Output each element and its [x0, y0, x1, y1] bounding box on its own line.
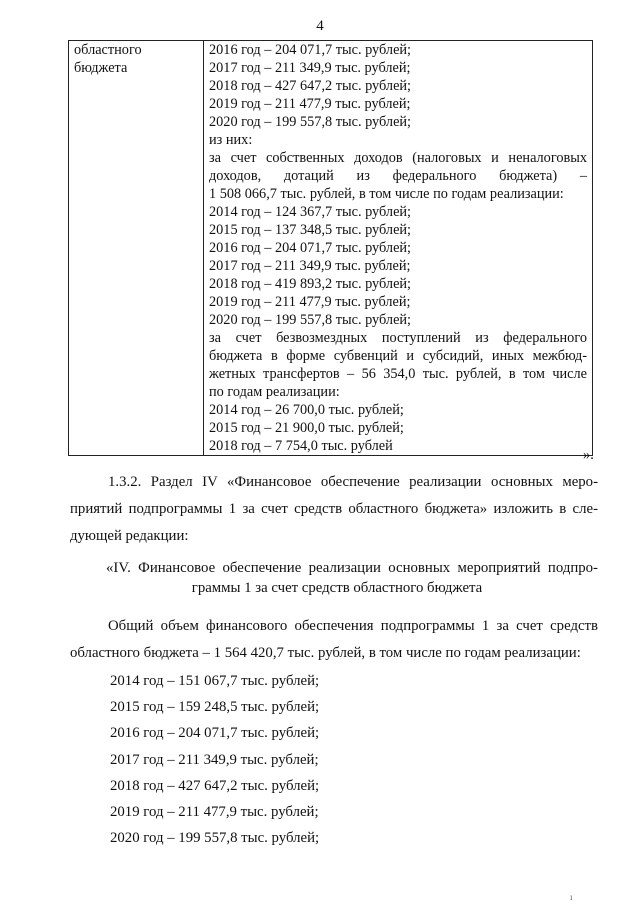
list-item: 2020 год – 199 557,8 тыс. рублей; [110, 830, 320, 847]
closing-quote: ». [583, 447, 594, 463]
total-line: областного бюджета – 1 564 420,7 тыс. рублей, в том числе по годам реализации: [70, 645, 581, 661]
table-label-cell [69, 41, 204, 456]
value-line: из них: [209, 132, 253, 148]
own-income-year: 2014 год – 124 367,7 тыс. рублей; [209, 204, 412, 220]
list-item: 2019 год – 211 477,9 тыс. рублей; [110, 803, 319, 820]
federal-text: жетных трансфертов – 56 354,0 тыс. рублей, в том числе [209, 366, 587, 382]
own-income-text: 1 508 066,7 тыс. рублей, в том числе по годам реализации: [209, 186, 564, 202]
federal-text: бюджета в форме субвенций и субсидий, иных межбюд- [209, 348, 587, 364]
heading-line: граммы 1 за счет средств областного бюджета [191, 580, 483, 596]
page-number: 4 [316, 18, 324, 34]
value-line: 2018 год – 427 647,2 тыс. рублей; [209, 78, 412, 94]
own-income-year: 2015 год – 137 348,5 тыс. рублей; [209, 222, 412, 238]
section-paragraph [70, 469, 598, 550]
federal-year: 2014 год – 26 700,0 тыс. рублей; [209, 402, 404, 418]
federal-year: 2015 год – 21 900,0 тыс. рублей; [209, 420, 404, 436]
list-item: 2015 год – 159 248,5 тыс. рублей; [110, 699, 320, 716]
federal-year: 2018 год – 7 754,0 тыс. рублей [209, 438, 393, 454]
value-line: 2019 год – 211 477,9 тыс. рублей; [209, 96, 411, 112]
own-income-year: 2019 год – 211 477,9 тыс. рублей; [209, 294, 411, 310]
list-item: 2016 год – 204 071,7 тыс. рублей; [110, 725, 320, 742]
own-income-year: 2017 год – 211 349,9 тыс. рублей; [209, 258, 411, 274]
own-income-year: 2016 год – 204 071,7 тыс. рублей; [209, 240, 412, 256]
section-line: дующей редакции: [70, 528, 189, 544]
section-line: 1.3.2. Раздел IV «Финансовое обеспечение реализации основных меро- [108, 474, 598, 490]
federal-text: по годам реализации: [209, 384, 340, 400]
total-paragraph [70, 613, 598, 667]
own-income-year: 2018 год – 419 893,2 тыс. рублей; [209, 276, 412, 292]
heading-line: «IV. Финансовое обеспечение реализации основных мероприятий подпро- [106, 560, 598, 576]
list-item: 2014 год – 151 067,7 тыс. рублей; [110, 673, 320, 689]
section-line: приятий подпрограммы 1 за счет средств областного бюджета» изложить в сле- [70, 501, 598, 517]
own-income-year: 2020 год – 199 557,8 тыс. рублей; [209, 312, 412, 328]
corner-mark: ı [570, 892, 573, 902]
federal-text: за счет безвозмездных поступлений из федерального [209, 330, 587, 346]
value-line: 2016 год – 204 071,7 тыс. рублей; [209, 42, 412, 58]
table-value-cell [204, 41, 593, 456]
budget-table [68, 40, 593, 456]
label-line: бюджета [74, 60, 128, 76]
label-line: областного [74, 42, 142, 58]
list-item: 2017 год – 211 349,9 тыс. рублей; [110, 751, 319, 768]
own-income-text: доходов, дотаций из федерального бюджета) – [209, 168, 587, 184]
value-line: 2020 год – 199 557,8 тыс. рублей; [209, 114, 412, 130]
section-heading [106, 558, 598, 598]
total-line: Общий объем финансового обеспечения подпрограммы 1 за счет средств [108, 618, 598, 634]
table-row [69, 41, 593, 456]
list-item: 2018 год – 427 647,2 тыс. рублей; [110, 777, 320, 794]
years-list [110, 668, 319, 851]
own-income-text: за счет собственных доходов (налоговых и неналоговых [209, 150, 587, 166]
value-line: 2017 год – 211 349,9 тыс. рублей; [209, 60, 411, 76]
